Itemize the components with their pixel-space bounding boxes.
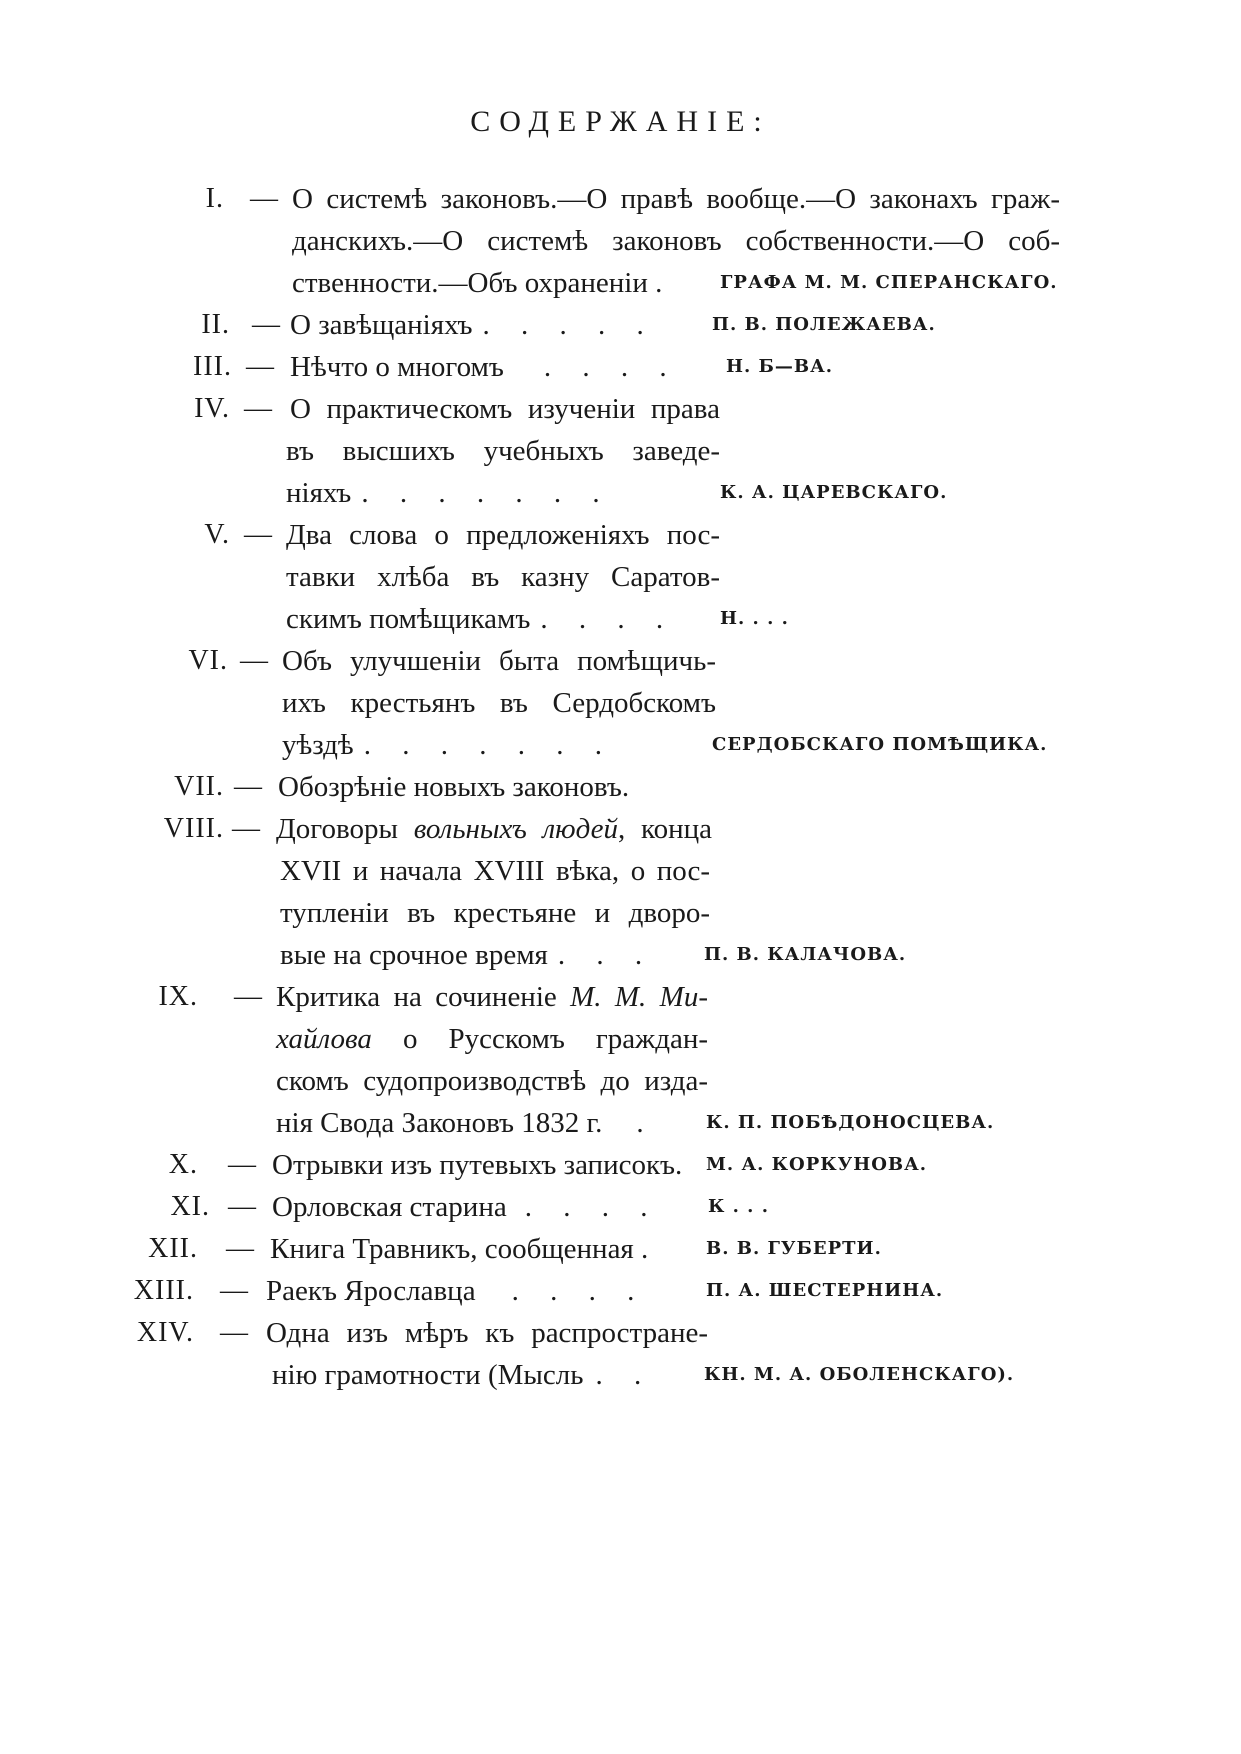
toc-entry-4 [0, 388, 1241, 514]
entry-author: К . . . [708, 1196, 769, 1217]
dash: — [244, 393, 272, 424]
entry-title-line: Одна изъ мѣръ къ распростране- [266, 1317, 708, 1349]
dash: — [240, 645, 268, 676]
entry-author: СЕРДОБСКАГО ПОМѢЩИКА. [712, 734, 1048, 755]
entry-number: XIV. [136, 1317, 194, 1348]
entry-author: КН. М. А. ОБОЛЕНСКАГО). [704, 1364, 1015, 1385]
dash: — [232, 813, 260, 844]
leader-dots: . . [595, 1359, 654, 1391]
leader-dots: . . . . [543, 351, 679, 383]
entry-title-line: ніяхъ . . . . . . . [286, 477, 612, 509]
entry-number: IV. [194, 393, 230, 424]
entry-author: В. В. ГУБЕРТИ. [706, 1238, 882, 1259]
entry-title-line: Критика на сочиненіе М. М. Ми- [276, 981, 708, 1013]
entry-number: VI. [188, 645, 228, 676]
dash: — [228, 1191, 256, 1222]
entry-title-line: нія Свода Законовъ 1832 г. . [276, 1107, 656, 1139]
leader-dots: . . . . [540, 603, 676, 635]
toc-entry-2 [0, 304, 1241, 346]
toc-entry-6 [0, 640, 1241, 766]
entry-title-line: данскихъ.—О системѣ законовъ собственности.—О соб- [292, 225, 1060, 257]
toc-entry-12 [0, 1228, 1241, 1270]
entry-number: III. [193, 351, 232, 382]
entry-title-line: Раекъ Ярославца . . . . [266, 1275, 647, 1307]
entry-title-line: О завѣщаніяхъ . . . . . [290, 309, 656, 341]
dash: — [234, 771, 262, 802]
entry-title-line: тавки хлѣба въ казну Саратов- [286, 561, 720, 593]
toc-entry-11 [0, 1186, 1241, 1228]
entry-number: II. [201, 309, 230, 340]
leader-dots: . . . . . . . [363, 729, 614, 761]
toc-entry-7 [0, 766, 1241, 808]
entry-title-line: ственности.—Объ охраненіи . [292, 267, 663, 299]
entry-title-line: вые на срочное время . . . [280, 939, 655, 971]
entry-author: Н. . . . [720, 608, 789, 629]
entry-title-line: хайлова о Русскомъ граждан- [276, 1023, 708, 1055]
dash: — [252, 309, 280, 340]
entry-title-line: Книга Травникъ, сообщенная . [270, 1233, 649, 1265]
entry-number: VII. [174, 771, 224, 802]
leader-dots: . . . . [524, 1191, 660, 1223]
dash: — [244, 519, 272, 550]
entry-number: I. [205, 183, 224, 214]
entry-title-line: тупленіи въ крестьяне и дворо- [280, 897, 710, 929]
entry-author: П. В. ПОЛЕЖАЕВА. [712, 314, 936, 335]
entry-author: К. А. ЦАРЕВСКАГО. [720, 482, 948, 503]
entry-title-line: XVII и начала XVIII вѣка, о пос- [280, 855, 710, 887]
dash: — [250, 183, 278, 214]
entry-title-line: О системѣ законовъ.—О правѣ вообще.—О законахъ граж- [292, 183, 1060, 215]
table-of-contents [0, 178, 1241, 1396]
toc-entry-8 [0, 808, 1241, 976]
entry-author: П. В. КАЛАЧОВА. [704, 944, 907, 965]
entry-title-line: О практическомъ изученіи права [290, 393, 720, 425]
dash: — [234, 981, 262, 1012]
entry-author: П. А. ШЕСТЕРНИНА. [706, 1280, 944, 1301]
toc-entry-1 [0, 178, 1241, 304]
page-title: СОДЕРЖАНІЕ: [470, 105, 771, 138]
entry-number: X. [168, 1149, 198, 1180]
entry-title-line: въ высшихъ учебныхъ заведе- [286, 435, 720, 467]
entry-number: VIII. [163, 813, 224, 844]
entry-number: XI. [170, 1191, 210, 1222]
entry-title-line: нію грамотности (Мысль . . [272, 1359, 654, 1391]
entry-title-line: Два слова о предложеніяхъ пос- [286, 519, 720, 551]
entry-author: ГРАФА М. М. СПЕРАНСКАГО. [720, 272, 1058, 293]
entry-author: Н. Б—ВА. [726, 356, 834, 377]
entry-number: XII. [148, 1233, 198, 1264]
entry-title-line: Обозрѣніе новыхъ законовъ. [278, 771, 630, 803]
toc-entry-14 [0, 1312, 1241, 1396]
entry-title-line: Отрывки изъ путевыхъ записокъ. [272, 1149, 683, 1181]
toc-entry-3 [0, 346, 1241, 388]
entry-number: IX. [158, 981, 198, 1012]
dash: — [220, 1317, 248, 1348]
toc-entry-10 [0, 1144, 1241, 1186]
dash: — [220, 1275, 248, 1306]
leader-dots: . . . . . . . [361, 477, 612, 509]
toc-entry-5 [0, 514, 1241, 640]
leader-dots: . . . [557, 939, 655, 971]
entry-title-line: ихъ крестьянъ въ Сердобскомъ [282, 687, 716, 719]
toc-entry-13 [0, 1270, 1241, 1312]
toc-entry-9 [0, 976, 1241, 1144]
entry-title-line: скимъ помѣщикамъ . . . . [286, 603, 676, 635]
dash: — [228, 1149, 256, 1180]
entry-title-line: скомъ судопроизводствѣ до изда- [276, 1065, 708, 1097]
leader-dots: . [636, 1107, 656, 1139]
entry-title-line: уѣздѣ . . . . . . . [282, 729, 614, 761]
entry-author: К. П. ПОБѢДОНОСЦЕВА. [706, 1112, 995, 1133]
entry-author: М. А. КОРКУНОВА. [706, 1154, 928, 1175]
leader-dots: . . . . [511, 1275, 647, 1307]
dash: — [226, 1233, 254, 1264]
entry-title-line: Объ улучшеніи быта помѣщичь- [282, 645, 716, 677]
entry-title-line: Нѣчто о многомъ . . . . [290, 351, 679, 383]
entry-number: V. [204, 519, 230, 550]
entry-number: XIII. [133, 1275, 194, 1306]
entry-title-line: Орловская старина . . . . [272, 1191, 660, 1223]
dash: — [246, 351, 274, 382]
entry-title-line: Договоры вольныхъ людей, конца [276, 813, 713, 845]
leader-dots: . . . . . [482, 309, 656, 341]
